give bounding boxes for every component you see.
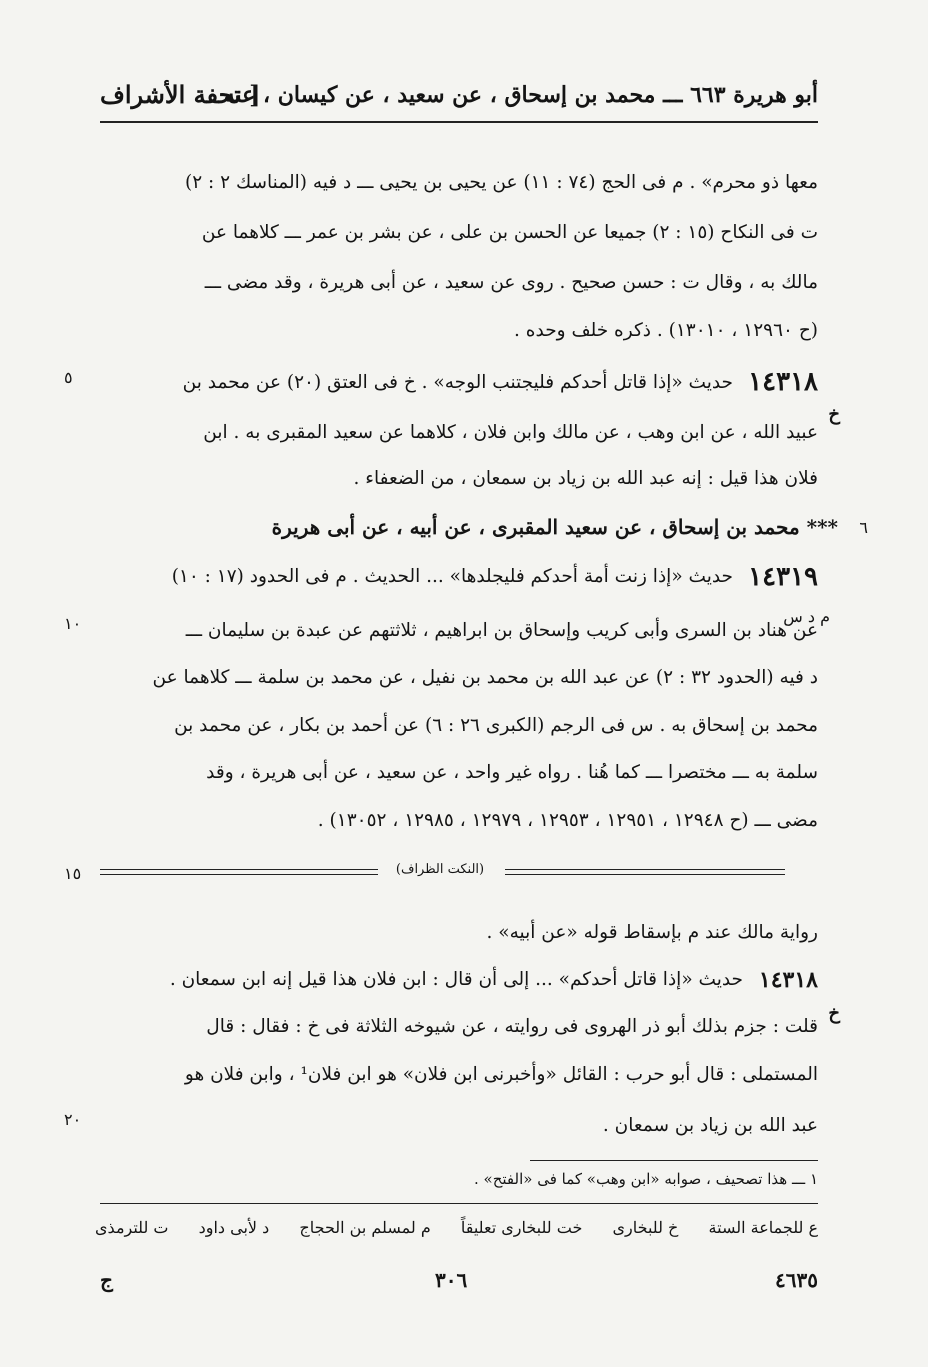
hadith-text: حديث «إذا زنت أمة أحدكم فليجلدها» ... الحديث . م فى الحدود (١٧ : ١٠) <box>171 566 733 587</box>
abbreviation-item: ت للترمذى <box>95 1218 169 1237</box>
hadith-text: سلمة به ـــ مختصرا ـــ كما هُنا . رواه غير واحد ، عن سعيد ، عن أبى هريرة ، وقد <box>206 762 818 783</box>
abbreviation-item: خ للبخارى <box>612 1218 679 1237</box>
line-number: ٢٠ <box>64 1110 82 1129</box>
hadith-text: د فيه (الحدود ٣٢ : ٢) عن عبد الله بن محمد بن نفيل ، عن محمد بن سلمة ـــ كلاهما عن <box>152 667 818 688</box>
abbreviation-legend <box>95 1218 818 1237</box>
margin-siglum: خ <box>828 1003 840 1024</box>
isnad-heading: *** محمد بن إسحاق ، عن سعيد المقبرى ، عن أبيه ، عن أبى هريرة <box>271 515 838 539</box>
hadith-text: مضى ـــ (ح ١٢٩٤٨ ، ١٢٩٥١ ، ١٢٩٥٣ ، ١٢٩٧٩ ، ١٢٩٨٥ ، ١٣٠٥٢) . <box>317 810 818 831</box>
body-line: (ح ١٢٩٦٠ ، ١٣٠١٠) . ذكره خلف وحده . <box>514 320 818 341</box>
header-rule <box>100 121 818 123</box>
separator-line <box>100 874 378 875</box>
note-hadith-number: ١٤٣١٨ <box>758 967 818 993</box>
hadith-text: محمد بن إسحاق به . س فى الرجم (الكبرى ٢٦ : ٦) عن أحمد بن بكار ، عن محمد بن <box>174 715 818 736</box>
line-number: ٦ <box>859 518 868 537</box>
hadith-number: ١٤٣١٨ <box>748 367 818 397</box>
footnote: ١ ـــ هذا تصحيف ، صوابه «ابن وهب» كما فى «الفتح» . <box>474 1170 818 1188</box>
abbreviation-item: د لأبى داود <box>198 1218 270 1237</box>
running-header-left: [ تحفة الأشراف <box>100 80 261 109</box>
body-line: معها ذو محرم» . م فى الحج (٧٤ : ١١) عن يحيى بن يحيى ـــ د فيه (المناسك ٢ : ٢) <box>184 172 818 193</box>
legend-rule <box>100 1203 818 1204</box>
running-header-right: أبو هريرة ٦٦٣ ـــ محمد بن إسحاق ، عن سعيد ، عن كيسان ، عنه <box>223 82 818 108</box>
margin-siglum: م د س <box>783 607 830 626</box>
separator-label: (النكت الظراف) <box>395 862 485 877</box>
abbreviation-item: ع للجماعة الستة <box>708 1218 818 1237</box>
note-line: حديث «إذا قاتل أحدكم» ... إلى أن قال : ابن فلان هذا قيل إنه ابن سمعان . <box>169 969 743 990</box>
hadith-text: عن هناد بن السرى وأبى كريب وإسحاق بن ابراهيم ، ثلاثتهم عن عبدة بن سليمان ـــ <box>185 620 818 641</box>
note-line: المستملى : قال أبو حرب : القائل «وأخبرنى ابن فلان» هو ابن فلان¹ ، وابن فلان هو <box>184 1064 818 1085</box>
note-line: رواية مالك عند م بإسقاط قوله «عن أبيه» . <box>486 922 818 943</box>
entry-range-number: ٤٦٣٥ <box>775 1268 818 1292</box>
hadith-text: حديث «إذا قاتل أحدكم فليجتنب الوجه» . خ فى العتق (٢٠) عن محمد بن <box>182 372 733 393</box>
separator-line <box>505 869 785 870</box>
separator-line <box>100 869 378 870</box>
hadith-text: عبيد الله ، عن ابن وهب ، عن مالك وابن فلان ، كلاهما عن سعيد المقبرى به . ابن <box>203 422 818 443</box>
body-line: ت فى النكاح (١٥ : ٢) جميعا عن الحسن بن على ، عن بشر بن عمر ـــ كلاهما عن <box>201 222 818 243</box>
page-number: ٣٠٦ <box>435 1268 468 1292</box>
line-number: ١٠ <box>64 614 82 633</box>
hadith-text: فلان هذا قيل : إنه عبد الله بن زياد بن سمعان ، من الضعفاء . <box>353 468 818 489</box>
footnote-rule <box>530 1160 818 1161</box>
abbreviation-item: خت للبخارى تعليقاً <box>460 1218 583 1237</box>
separator-line <box>505 874 785 875</box>
margin-siglum: خ <box>828 404 840 425</box>
abbreviation-item: م لمسلم بن الحجاج <box>299 1218 431 1237</box>
note-line: عبد الله بن زياد بن سمعان . <box>602 1115 818 1136</box>
note-line: قلت : جزم بذلك أبو ذر الهروى فى روايته ، عن شيوخه الثلاثة فى خ : فقال : قال <box>206 1016 818 1037</box>
body-line: مالك به ، وقال ت : حسن صحيح . روى عن سعيد ، عن أبى هريرة ، وقد مضى ـــ <box>204 272 818 293</box>
volume-mark: ج <box>100 1268 113 1292</box>
line-number: ٥ <box>64 368 73 387</box>
line-number: ١٥ <box>64 864 82 883</box>
hadith-number: ١٤٣١٩ <box>748 562 818 592</box>
